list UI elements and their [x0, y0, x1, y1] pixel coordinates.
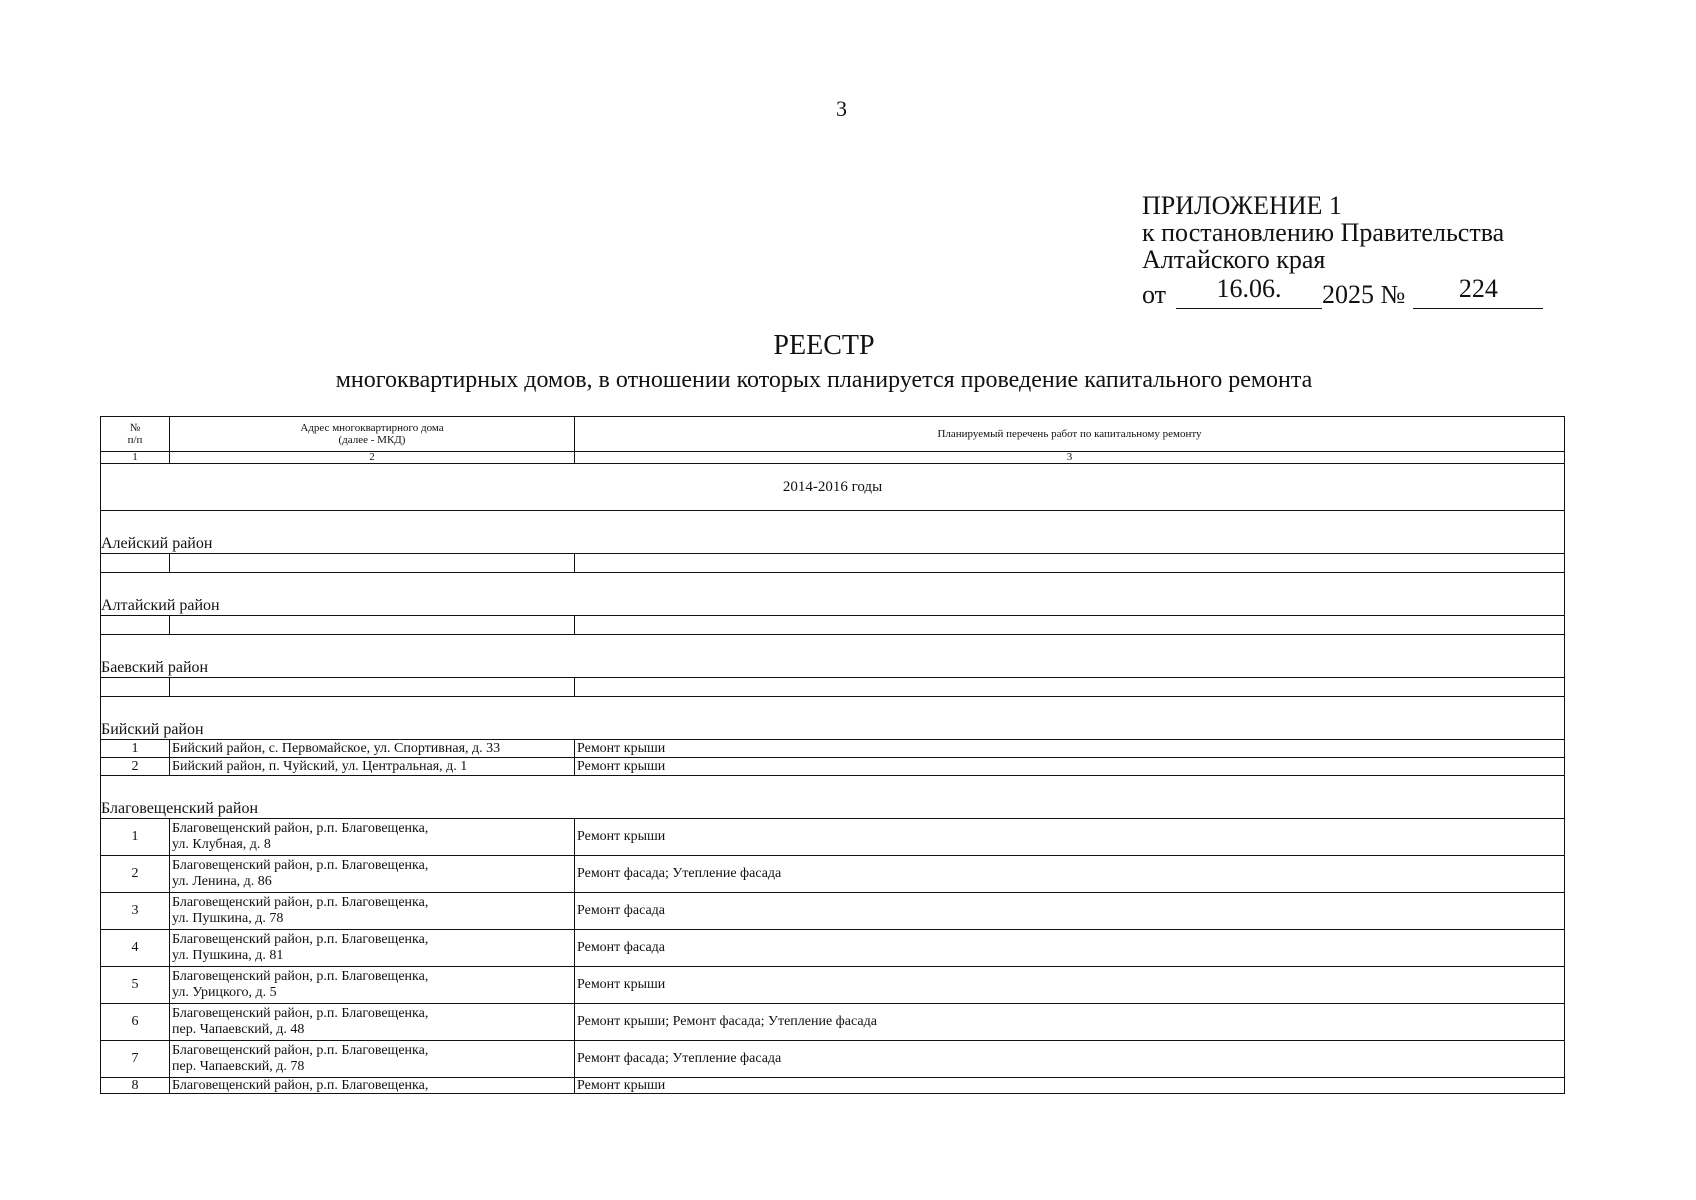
register-title: РЕЕСТР [773, 330, 875, 361]
address-line-2: ул. Урицкого, д. 5 [172, 985, 277, 1000]
header-number: № п/п [101, 417, 170, 452]
header-works: Планируемый перечень работ по капитальному ремонту [575, 417, 1565, 452]
row-address [170, 893, 575, 930]
row-number: 4 [101, 930, 170, 967]
row-works: Ремонт крыши [575, 819, 1565, 856]
table-row [101, 819, 1565, 856]
table-row [101, 1041, 1565, 1078]
empty-cell [575, 616, 1565, 635]
row-works: Ремонт фасада [575, 893, 1565, 930]
table-row [101, 930, 1565, 967]
row-number: 6 [101, 1004, 170, 1041]
appendix-block [1142, 192, 1543, 309]
table-row [101, 740, 1565, 758]
address-line-2: ул. Ленина, д. 86 [172, 874, 272, 889]
district-row [101, 697, 1565, 740]
row-address [170, 967, 575, 1004]
row-number: 2 [101, 758, 170, 776]
column-number-row [101, 452, 1565, 464]
row-address [170, 1078, 575, 1094]
empty-cell [575, 678, 1565, 697]
row-address [170, 740, 575, 758]
row-number: 3 [101, 893, 170, 930]
year-label: 2025 № [1322, 280, 1406, 309]
register-body [101, 452, 1565, 1094]
empty-cell [170, 554, 575, 573]
empty-cell [101, 554, 170, 573]
address-line-1: Благовещенский район, р.п. Благовещенка, [172, 932, 429, 947]
empty-row [101, 678, 1565, 697]
row-works: Ремонт крыши [575, 758, 1565, 776]
date-field: 16.06. [1176, 282, 1322, 309]
appendix-line-1: к постановлению Правительства [1142, 218, 1505, 247]
table-row [101, 893, 1565, 930]
header-address: Адрес многоквартирного дома (далее - МКД) [170, 417, 575, 452]
address-line-1: Благовещенский район, р.п. Благовещенка, [172, 969, 429, 984]
address-line-2: ул. Клубная, д. 8 [172, 837, 271, 852]
empty-cell [575, 554, 1565, 573]
row-number: 7 [101, 1041, 170, 1078]
address-line-1: Благовещенский район, р.п. Благовещенка, [172, 1006, 429, 1021]
row-address [170, 1004, 575, 1041]
district-name: Алейский район [101, 511, 1565, 554]
row-address [170, 758, 575, 776]
row-address [170, 819, 575, 856]
number-field: 224 [1413, 282, 1543, 309]
empty-cell [101, 616, 170, 635]
row-number: 5 [101, 967, 170, 1004]
row-works: Ремонт фасада; Утепление фасада [575, 1041, 1565, 1078]
address-line-1: Благовещенский район, р.п. Благовещенка, [172, 858, 429, 873]
district-row [101, 635, 1565, 678]
district-name: Благовещенский район [101, 776, 1565, 819]
empty-cell [101, 678, 170, 697]
table-row [101, 1078, 1565, 1094]
district-row [101, 573, 1565, 616]
empty-row [101, 554, 1565, 573]
address-line-1: Благовещенский район, р.п. Благовещенка, [172, 895, 429, 910]
row-address [170, 856, 575, 893]
row-number: 2 [101, 856, 170, 893]
appendix-line-2: Алтайского края [1142, 245, 1326, 274]
empty-cell [170, 616, 575, 635]
appendix-reference [1142, 274, 1543, 309]
header-row [101, 417, 1565, 452]
row-number: 1 [101, 740, 170, 758]
address-line-2: пер. Чапаевский, д. 78 [172, 1059, 305, 1074]
address-line-2: пер. Чапаевский, д. 48 [172, 1022, 305, 1037]
district-name: Алтайский район [101, 573, 1565, 616]
column-number: 3 [575, 452, 1565, 464]
row-works: Ремонт фасада; Утепление фасада [575, 856, 1565, 893]
district-name: Баевский район [101, 635, 1565, 678]
empty-cell [170, 678, 575, 697]
address-line-1: Благовещенский район, р.п. Благовещенка, [172, 1043, 429, 1058]
district-row [101, 776, 1565, 819]
column-number: 2 [170, 452, 575, 464]
appendix-title: ПРИЛОЖЕНИЕ 1 [1142, 191, 1342, 220]
address-line-1: Бийский район, п. Чуйский, ул. Центральная, д. 1 [172, 759, 468, 774]
table-row [101, 758, 1565, 776]
table-row [101, 856, 1565, 893]
page-number: 3 [836, 96, 847, 121]
row-works: Ремонт крыши [575, 740, 1565, 758]
row-works: Ремонт крыши [575, 1078, 1565, 1094]
period-label: 2014-2016 годы [101, 464, 1565, 511]
column-number: 1 [101, 452, 170, 464]
row-works: Ремонт крыши [575, 967, 1565, 1004]
district-row [101, 511, 1565, 554]
address-line-2: ул. Пушкина, д. 81 [172, 948, 284, 963]
register-subtitle: многоквартирных домов, в отношении которых планируется проведение капитального ремонта [335, 367, 1313, 393]
table-row [101, 967, 1565, 1004]
row-address [170, 1041, 575, 1078]
from-label: от [1142, 280, 1167, 309]
row-address [170, 930, 575, 967]
address-line-1: Бийский район, с. Первомайское, ул. Спортивная, д. 33 [172, 741, 501, 756]
address-line-1: Благовещенский район, р.п. Благовещенка, [172, 821, 429, 836]
district-name: Бийский район [101, 697, 1565, 740]
period-row [101, 464, 1565, 511]
row-number: 8 [101, 1078, 170, 1094]
table-row [101, 1004, 1565, 1041]
row-number: 1 [101, 819, 170, 856]
address-line-1: Благовещенский район, р.п. Благовещенка, [172, 1078, 429, 1093]
empty-row [101, 616, 1565, 635]
row-works: Ремонт крыши; Ремонт фасада; Утепление фасада [575, 1004, 1565, 1041]
register-table [100, 416, 1565, 1094]
address-line-2: ул. Пушкина, д. 78 [172, 911, 284, 926]
row-works: Ремонт фасада [575, 930, 1565, 967]
